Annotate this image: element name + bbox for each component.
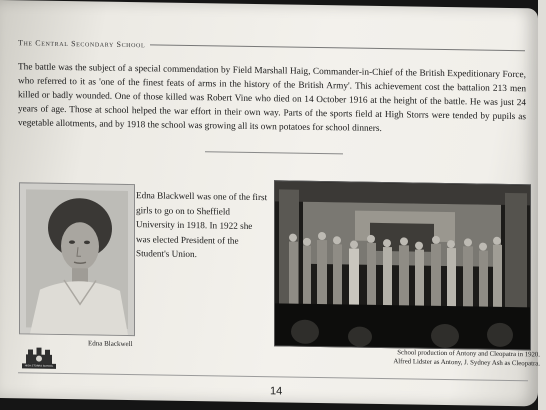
stage-photo [274,180,531,350]
bio-text: Edna Blackwell was one of the first girls to go on to Sheffield University in 1918. In 1922 she was elected President of the Student's Union. [136,190,268,260]
school-logo-label: HIGH STORRS SCHOOL [22,363,56,369]
book-edge [538,0,546,410]
footer-rule [18,372,528,381]
header-rule [150,44,525,51]
portrait-photo [19,182,135,336]
stage-illustration [275,181,530,349]
page-number: 14 [270,385,283,398]
stage-caption-line2: Alfred Lidster as Antony, J. Sydney Ash as Cleopatra. [393,357,540,367]
section-divider [205,151,343,154]
portrait-caption: Edna Blackwell [88,339,133,349]
stage-caption [362,349,540,369]
portrait-illustration [20,183,134,335]
stage-caption-line1: School production of Antony and Cleopatra in 1920. [397,349,540,359]
body-paragraph: The battle was the subject of a special commendation by Field Marshall Haig, Commander-in-Chief of the British Expeditionary Force, who referred to it as 'one of the finest feats of arms in the history of the British Army'. This achievement cost the battalion 213 men killed or badly wounded. One of those killed was Robert Vine who died on 14 October 1916 at the height of the battle. He was just 24 years of age. Those at school helped the war effort in their own way. Parts of the sports field at High Storrs were tended by pupils as vegetable allotments, and by 1918 the school was growing all its own potatoes for school dinners. [18,62,526,134]
running-header: The Central Secondary School [18,38,146,50]
